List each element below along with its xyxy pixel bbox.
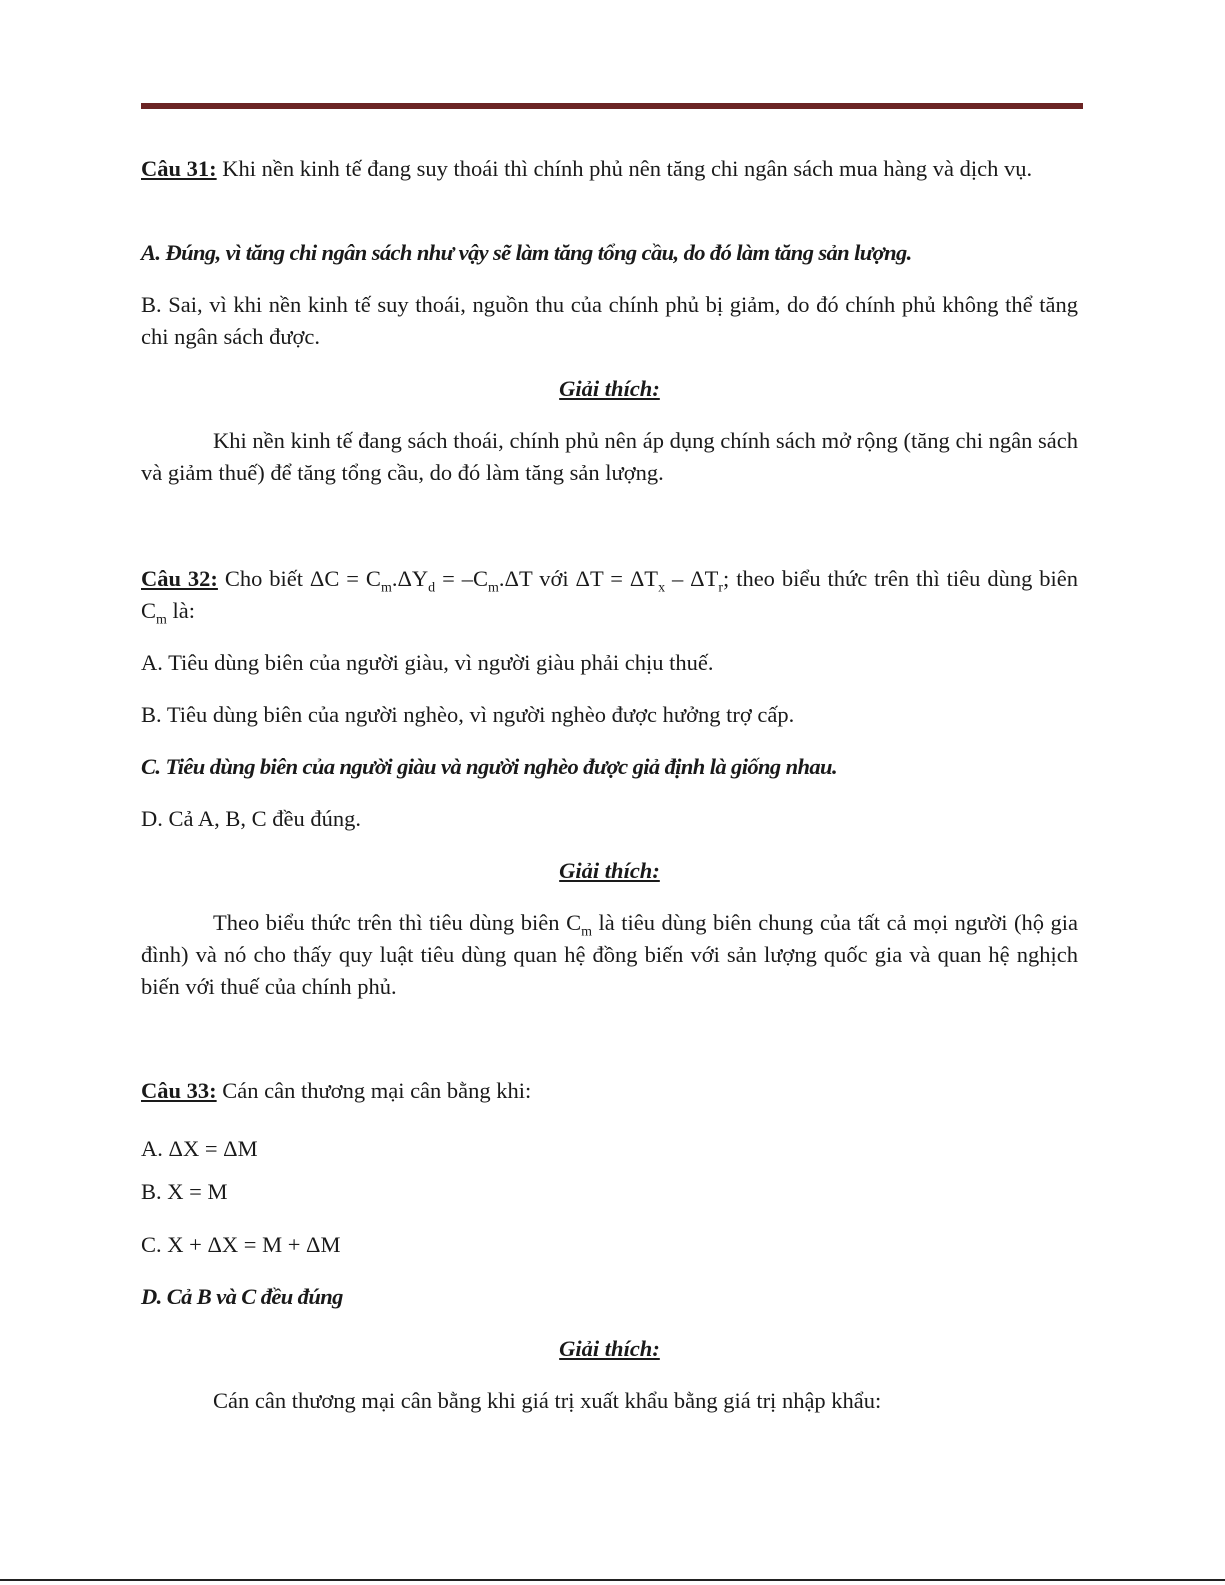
question-32-option-d: D. Cả A, B, C đều đúng. bbox=[141, 806, 362, 831]
question-32-explanation-1: Theo biểu thức trên thì tiêu dùng biên C bbox=[213, 910, 582, 935]
question-31-option-a: A. Đúng, vì tăng chi ngân sách như vậy sẽ làm tăng tổng cầu, do đó làm tăng sản lượng. bbox=[141, 240, 912, 265]
question-31-option-b: B. Sai, vì khi nền kinh tế suy thoái, nguồn thu của chính phủ bị giảm, do đó chính phủ không thể tăng chi ngân sách được. bbox=[141, 292, 1078, 349]
question-32 bbox=[141, 563, 1078, 627]
question-32-explanation-heading: Giải thích: bbox=[559, 858, 660, 883]
question-32-explanation-2: là tiêu dùng biên chung của tất cả mọi người (hộ gia đình) và nó cho thấy quy luật tiêu dùng quan hệ đồng biến với sản lượng quốc gia và quan hệ nghịch biến với thuế của chính phủ. bbox=[141, 910, 1078, 999]
subscript-m: m bbox=[156, 612, 167, 628]
subscript-x: x bbox=[658, 580, 666, 596]
header-rule bbox=[141, 103, 1083, 109]
question-33-option-a: A. ΔX = ΔM bbox=[141, 1136, 258, 1161]
question-32-option-c: C. Tiêu dùng biên của người giàu và người nghèo được giả định là giống nhau. bbox=[141, 754, 837, 779]
subscript-m: m bbox=[581, 924, 592, 940]
question-33-explanation-heading: Giải thích: bbox=[559, 1336, 660, 1361]
subscript-d: d bbox=[428, 580, 436, 596]
question-32-text-2: .ΔY bbox=[391, 566, 429, 591]
question-32-text-1: Cho biết ΔC = C bbox=[217, 566, 381, 591]
question-31 bbox=[141, 153, 1078, 185]
page-bottom-edge bbox=[0, 1579, 1225, 1581]
question-32-text-7: là: bbox=[166, 598, 196, 623]
question-33-option-d: D. Cả B và C đều đúng bbox=[141, 1284, 343, 1309]
question-32-option-a: A. Tiêu dùng biên của người giàu, vì người giàu phải chịu thuế. bbox=[141, 650, 714, 675]
question-31-explanation-heading: Giải thích: bbox=[559, 376, 660, 401]
question-32-option-b: B. Tiêu dùng biên của người nghèo, vì người nghèo được hưởng trợ cấp. bbox=[141, 702, 795, 727]
question-32-text-3: = –C bbox=[435, 566, 488, 591]
question-31-text: Khi nền kinh tế đang suy thoái thì chính phủ nên tăng chi ngân sách mua hàng và dịch vụ. bbox=[216, 156, 1033, 181]
question-33-option-c: C. X + ΔX = M + ΔM bbox=[141, 1232, 341, 1257]
question-32-text-5: – ΔT bbox=[665, 566, 719, 591]
question-33-text: Cán cân thương mại cân bằng khi: bbox=[216, 1078, 532, 1103]
question-33 bbox=[141, 1075, 1078, 1107]
question-31-label: Câu 31: bbox=[141, 156, 217, 181]
question-32-text-6: ; theo biểu thức trên thì tiêu dùng biên C bbox=[141, 566, 1078, 623]
subscript-r: r bbox=[718, 580, 724, 596]
question-32-label: Câu 32: bbox=[141, 566, 218, 591]
subscript-m: m bbox=[380, 580, 392, 596]
question-33-option-b: B. X = M bbox=[141, 1179, 228, 1204]
question-33-explanation: Cán cân thương mại cân bằng khi giá trị xuất khẩu bằng giá trị nhập khẩu: bbox=[213, 1388, 882, 1413]
question-32-text-4: .ΔT với ΔT = ΔT bbox=[498, 566, 659, 591]
question-32-explanation bbox=[141, 907, 1078, 1003]
question-33-label: Câu 33: bbox=[141, 1078, 217, 1103]
question-31-explanation: Khi nền kinh tế đang sách thoái, chính phủ nên áp dụng chính sách mở rộng (tăng chi ngân sách và giảm thuế) để tăng tổng cầu, do đó làm tăng sản lượng. bbox=[141, 428, 1078, 485]
subscript-m: m bbox=[487, 580, 499, 596]
